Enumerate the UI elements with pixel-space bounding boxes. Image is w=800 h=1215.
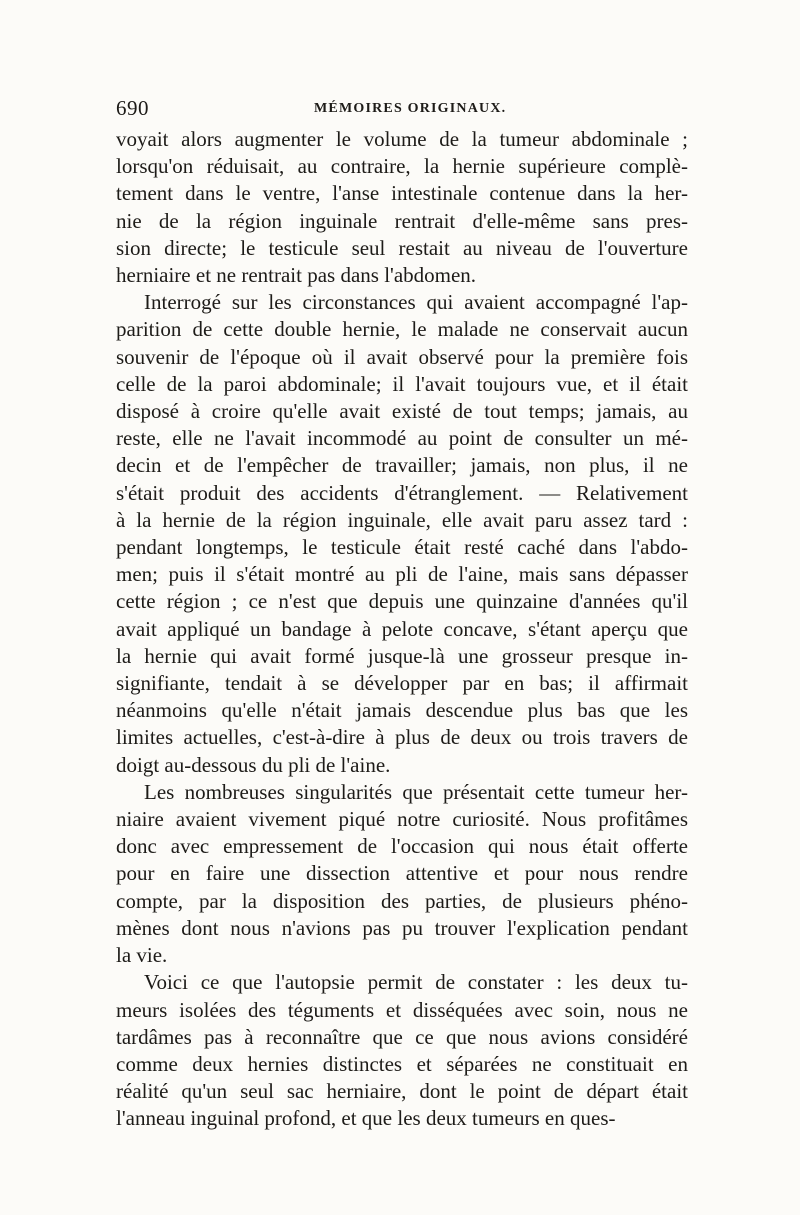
text-line: tement dans le ventre, l'anse intestinale contenue dans la her- [116, 181, 688, 206]
text-line: voyait alors augmenter le volume de la tumeur abdominale ; [116, 127, 688, 151]
text-line: avait appliqué un bandage à pelote concave, s'étant aperçu que [116, 616, 688, 641]
text-line: néanmoins qu'elle n'était jamais descendue plus bas que les [116, 698, 688, 723]
text-line: mènes dont nous n'avions pas pu trouver l'explication pendant [116, 915, 688, 940]
text-line: cette région ; ce n'est que depuis une quinzaine d'années qu'il [116, 589, 688, 614]
text-line: Interrogé sur les circonstances qui avaient accompagné l'ap- [144, 290, 688, 315]
text-line: à la hernie de la région inguinale, elle avait paru assez tard : [116, 507, 688, 532]
text-line: nie de la région inguinale rentrait d'elle-même sans pres- [116, 208, 688, 233]
paragraph [116, 289, 688, 779]
text-line: compte, par la disposition des parties, de plusieurs phéno- [116, 888, 688, 913]
paragraph [116, 969, 688, 1132]
running-title: MÉMOIRES ORIGINAUX. [314, 101, 507, 116]
text-line: Les nombreuses singularités que présentait cette tumeur her- [144, 779, 688, 804]
text-line: souvenir de l'époque où il avait observé pour la première fois [116, 344, 688, 369]
text-line: limites actuelles, c'est-à-dire à plus de deux ou trois travers de [116, 725, 688, 750]
text-line: sion directe; le testicule seul restait au niveau de l'ouverture [116, 235, 688, 260]
text-line: Voici ce que l'autopsie permit de constater : les deux tu- [144, 970, 688, 995]
text-line: réalité qu'un seul sac herniaire, dont le point de départ était [116, 1079, 688, 1104]
text-line: pour en faire une dissection attentive et pour nous rendre [116, 861, 688, 886]
text-line: meurs isolées des téguments et disséquées avec soin, nous ne [116, 997, 688, 1022]
text-line: signifiante, tendait à se développer par en bas; il affirmait [116, 671, 688, 696]
text-line: la vie. [116, 943, 168, 968]
text-line: celle de la paroi abdominale; il l'avait toujours vue, et il était [116, 371, 688, 396]
text-line: disposé à croire qu'elle avait existé de tout temps; jamais, au [116, 399, 688, 424]
page-number: 690 [116, 96, 149, 120]
text-line: parition de cette double hernie, le malade ne conservait aucun [116, 317, 688, 342]
text-line: pendant longtemps, le testicule était resté caché dans l'abdo- [116, 535, 688, 560]
text-line: s'était produit des accidents d'étranglement. — Relativement [116, 480, 688, 505]
text-line: l'anneau inguinal profond, et que les deux tumeurs en ques- [116, 1106, 616, 1131]
paragraph [116, 779, 688, 969]
page-header [116, 96, 688, 124]
text-line: decin et de l'empêcher de travailler; jamais, non plus, il ne [116, 453, 688, 478]
text-line: reste, elle ne l'avait incommodé au point de consulter un mé- [116, 426, 688, 451]
text-line: doigt au-dessous du pli de l'aine. [116, 752, 391, 777]
text-line: tardâmes pas à reconnaître que ce que nous avions considéré [116, 1024, 688, 1049]
text-line: men; puis il s'était montré au pli de l'aine, mais sans dépasser [116, 562, 688, 587]
text-line: donc avec empressement de l'occasion qui nous était offerte [116, 834, 688, 859]
text-line: lorsqu'on réduisait, au contraire, la hernie supérieure complè- [116, 154, 688, 179]
text-line: niaire avaient vivement piqué notre curiosité. Nous profitâmes [116, 807, 688, 832]
text-line: comme deux hernies distinctes et séparées ne constituait en [116, 1051, 688, 1076]
text-line: la hernie qui avait formé jusque-là une grosseur presque in- [116, 643, 688, 668]
paragraph [116, 126, 688, 289]
text-line: herniaire et ne rentrait pas dans l'abdomen. [116, 263, 477, 288]
body-text [116, 126, 688, 1133]
